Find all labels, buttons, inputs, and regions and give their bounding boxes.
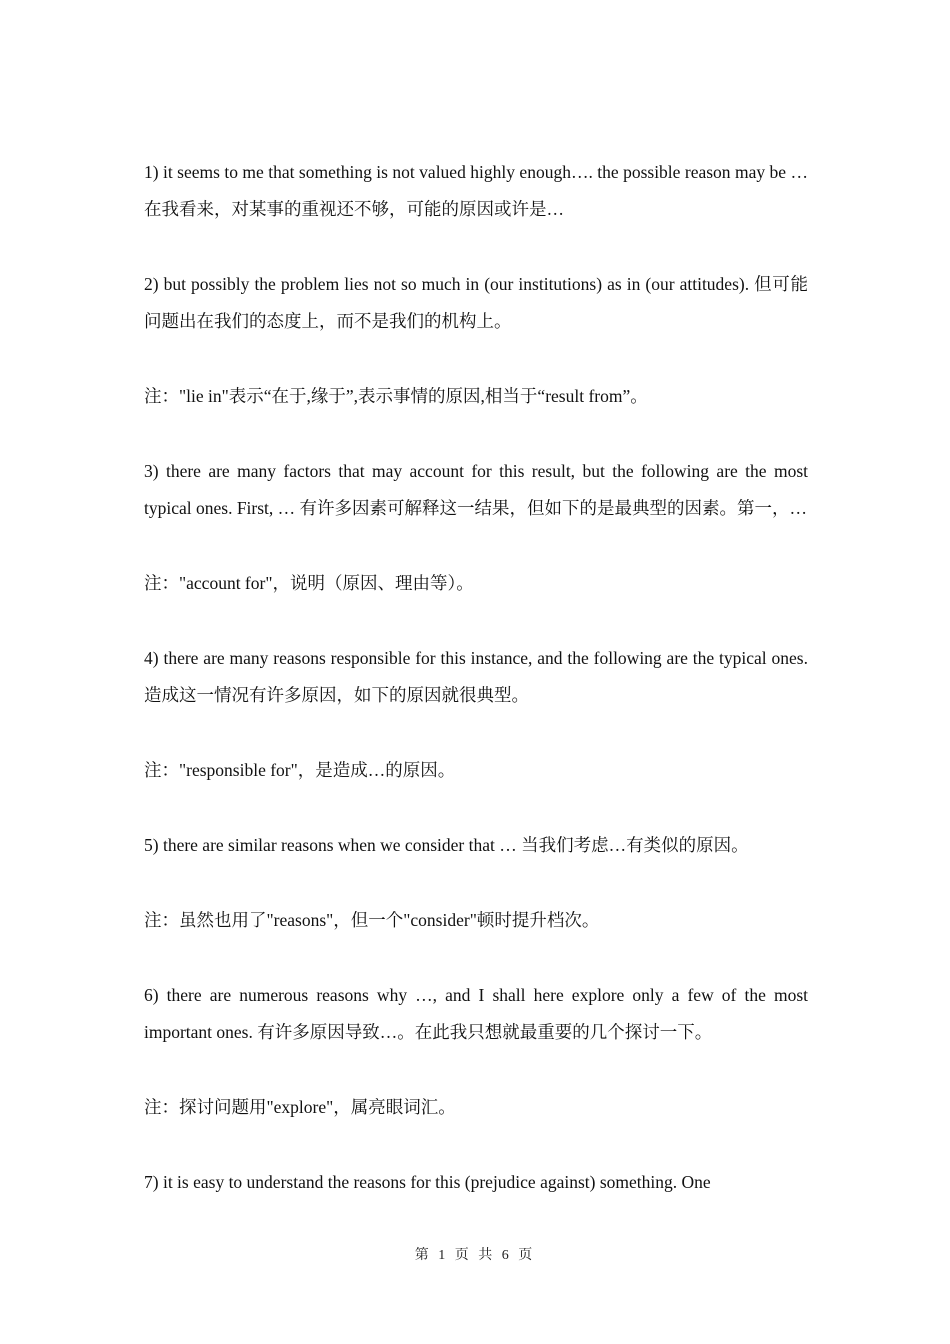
note-explore: 注：探讨问题用"explore"，属亮眼词汇。 xyxy=(144,1097,456,1117)
paragraph-4: 4) there are many reasons responsible for this instance, and the following are the typical ones. 造成这一情况有许多原因，如下的原因就很典型。 xyxy=(144,648,808,705)
footer-label-ye: 页 xyxy=(454,1248,472,1263)
footer-total-pages: 6 xyxy=(501,1248,512,1263)
paragraph-1: 1) it seems to me that something is not valued highly enough…. the possible reason may be … 在我看来，对某事的重视还不够，可能的原因或许是… xyxy=(144,162,808,219)
note-account-for: 注："account for"，说明（原因、理由等）。 xyxy=(144,573,474,593)
paragraph-5: 5) there are similar reasons when we consider that … 当我们考虑…有类似的原因。 xyxy=(144,835,749,855)
footer-label-gong: 共 xyxy=(478,1248,496,1263)
paragraph-3: 3) there are many factors that may account for this result, but the following are the most typical ones. First, … 有许多因素可解释这一结果，但如下的是最典型的因素。第一，… xyxy=(144,461,808,518)
note-consider: 注：虽然也用了"reasons"，但一个"consider"顿时提升档次。 xyxy=(144,910,600,930)
page-footer xyxy=(0,1244,950,1264)
footer-label-ye-2: 页 xyxy=(518,1248,536,1263)
footer-current-page: 1 xyxy=(438,1248,449,1263)
document-body xyxy=(144,154,808,1239)
note-lie-in: 注："lie in"表示“在于,缘于”,表示事情的原因,相当于“result from”。 xyxy=(144,386,648,406)
note-responsible-for: 注："responsible for"，是造成…的原因。 xyxy=(144,760,456,780)
footer-label-di: 第 xyxy=(414,1248,432,1263)
paragraph-6: 6) there are numerous reasons why …, and I shall here explore only a few of the most important ones. 有许多原因导致…。在此我只想就最重要的几个探讨一下。 xyxy=(144,985,808,1042)
paragraph-2: 2) but possibly the problem lies not so much in (our institutions) as in (our attitudes). 但可能问题出在我们的态度上，而不是我们的机构上。 xyxy=(144,274,808,331)
paragraph-7: 7) it is easy to understand the reasons for this (prejudice against) something. One xyxy=(144,1172,711,1192)
